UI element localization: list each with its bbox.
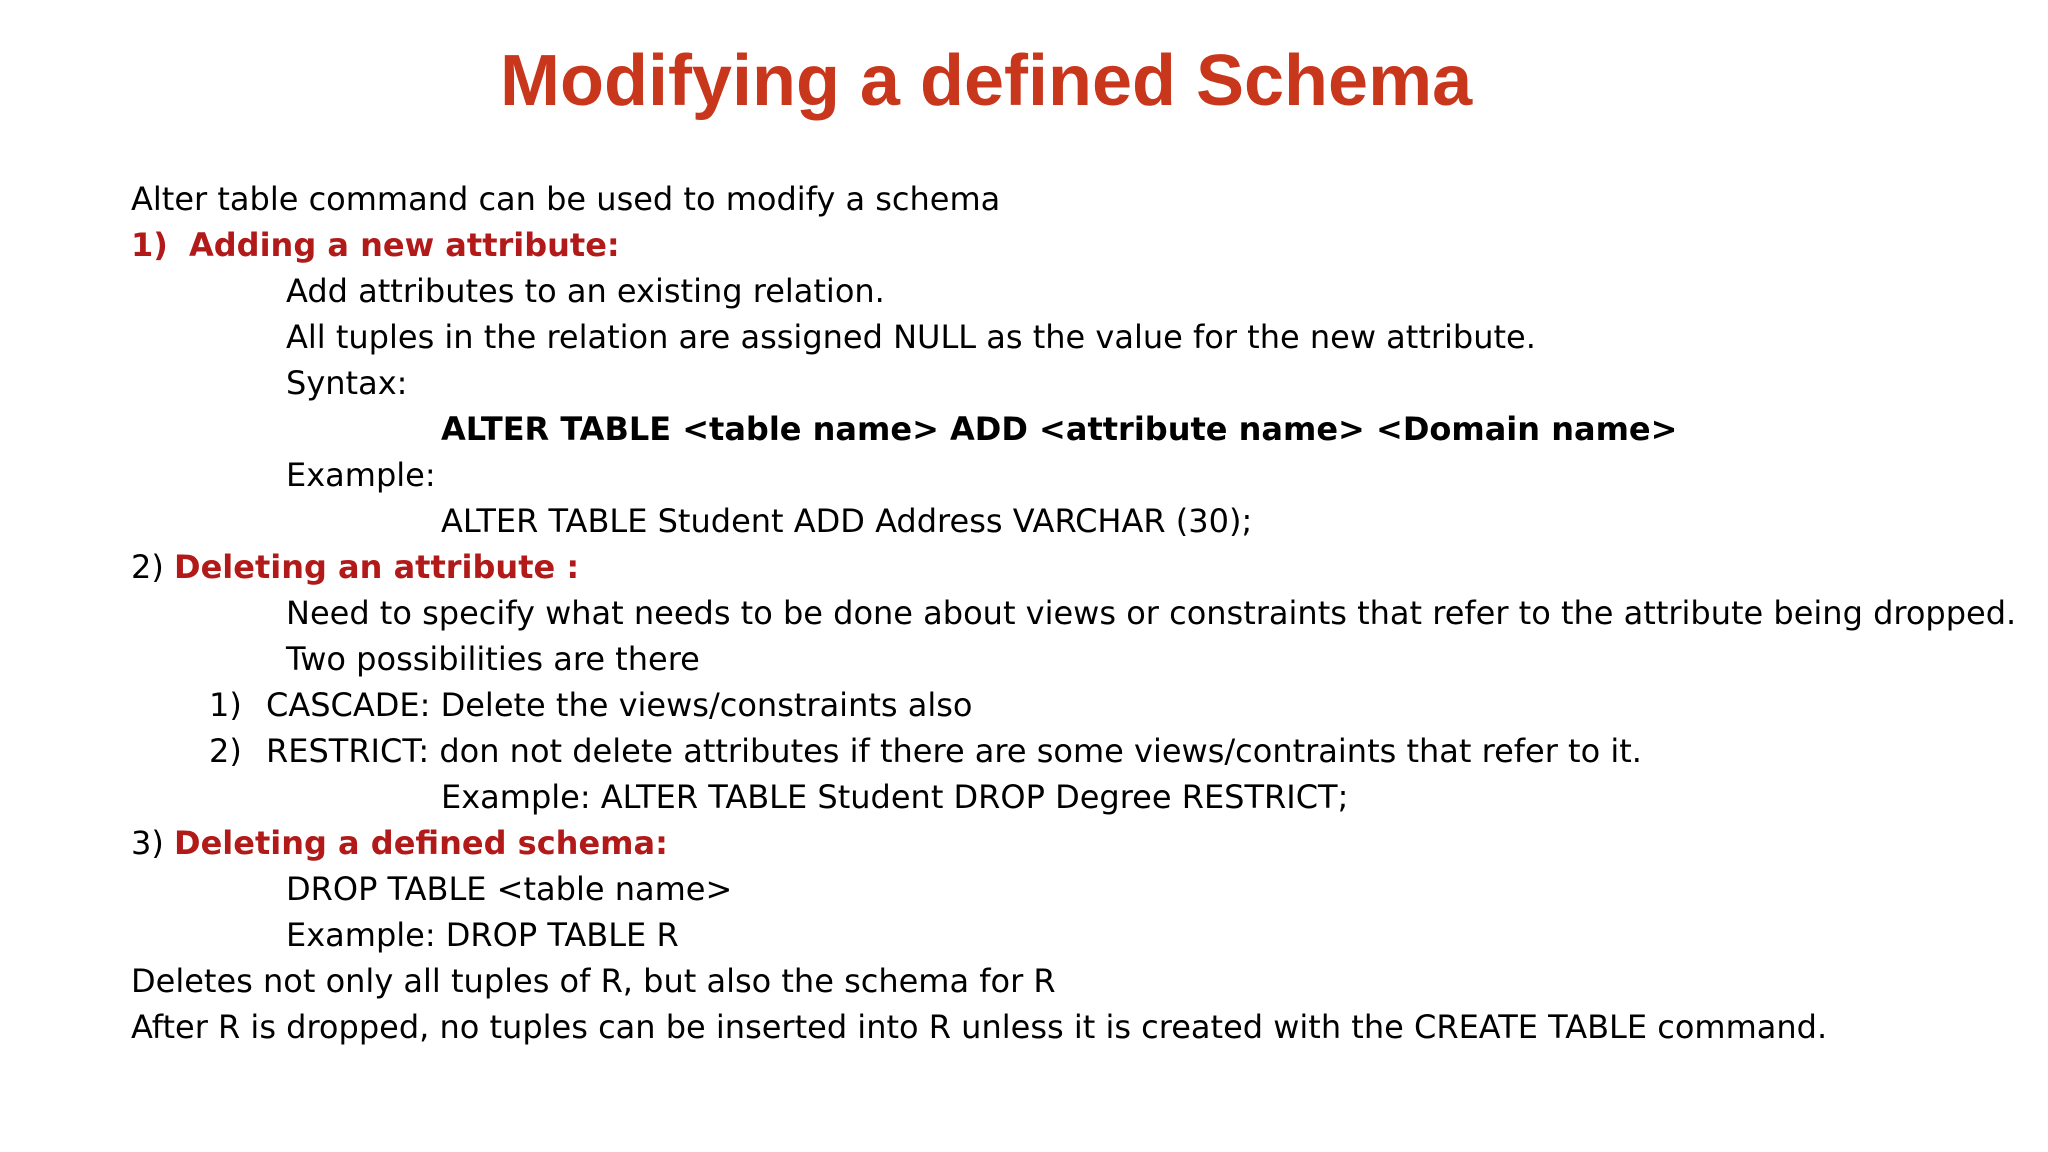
section1-example-label: Example: [286, 456, 436, 494]
section3-syntax: DROP TABLE <table name> [286, 870, 733, 908]
section2-heading-line [131, 544, 579, 590]
section1-syntax: ALTER TABLE <table name> ADD <attribute name> <Domain name> [441, 410, 1678, 448]
intro-text: Alter table command can be used to modify a schema [131, 180, 1001, 218]
section3-example: Example: DROP TABLE R [286, 916, 679, 954]
section2-option2-number: 2) [209, 732, 242, 770]
section2-desc2: Two possibilities are there [286, 640, 700, 678]
section2-example: Example: ALTER TABLE Student DROP Degree RESTRICT; [441, 778, 1349, 816]
section2-option2-text: RESTRICT: don not delete attributes if there are some views/contraints that refer to it. [266, 732, 1642, 770]
slide-title: Modifying a defined Schema [500, 41, 1473, 121]
section1-example: ALTER TABLE Student ADD Address VARCHAR (30); [441, 502, 1253, 540]
section2-heading: Deleting an attribute : [174, 548, 580, 586]
closing-text-1: Deletes not only all tuples of R, but also the schema for R [131, 962, 1056, 1000]
section1-desc1: Add attributes to an existing relation. [286, 272, 885, 310]
section2-desc1: Need to specify what needs to be done about views or constraints that refer to the attribute being dropped. [286, 594, 2017, 632]
closing-text-2: After R is dropped, no tuples can be inserted into R unless it is created with the CREATE TABLE command. [131, 1008, 1828, 1046]
section1-number: 1) [131, 226, 168, 264]
section1-heading-line [131, 222, 620, 268]
section3-number: 3) [131, 824, 164, 862]
section3-heading-line [131, 820, 668, 866]
section1-heading: Adding a new attribute: [189, 226, 620, 264]
section2-option1-number: 1) [209, 686, 242, 724]
section1-syntax-label: Syntax: [286, 364, 408, 402]
section2-number: 2) [131, 548, 164, 586]
section3-heading: Deleting a defined schema: [174, 824, 668, 862]
section1-desc2: All tuples in the relation are assigned NULL as the value for the new attribute. [286, 318, 1536, 356]
section2-option1-text: CASCADE: Delete the views/constraints also [266, 686, 973, 724]
